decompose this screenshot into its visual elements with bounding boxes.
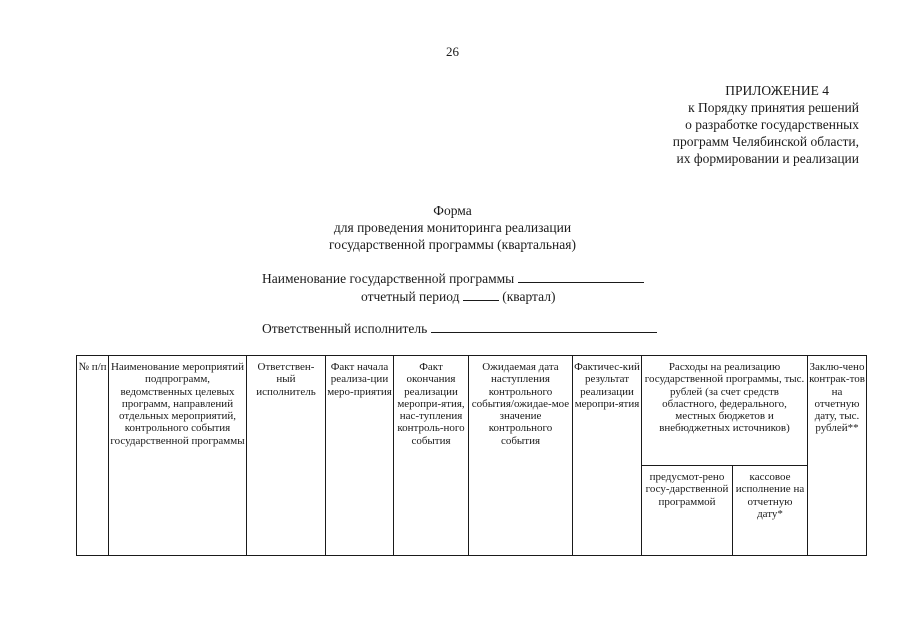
appendix-line: их формировании и реализации xyxy=(676,151,859,166)
col-start: Факт начала реализа-ции меро-приятия xyxy=(326,356,394,556)
col-contracts: Заклю-чено контрак-тов на отчетную дату, тыс. рублей** xyxy=(808,356,867,556)
form-title: Форма xyxy=(433,203,472,218)
period-blank xyxy=(463,288,499,301)
monitoring-table xyxy=(76,355,867,556)
page-number: 26 xyxy=(446,44,459,59)
period-suffix: (квартал) xyxy=(502,289,556,304)
appendix-line: программ Челябинской области, xyxy=(672,134,859,149)
col-planned: предусмот-рено госу-дарственной программой xyxy=(642,466,733,556)
responsible-field xyxy=(262,320,657,337)
appendix-title: ПРИЛОЖЕНИЕ 4 xyxy=(725,83,829,98)
col-number: № п/п xyxy=(77,356,109,556)
program-name-field xyxy=(262,270,644,287)
col-expenses: Расходы на реализацию государственной программы, тыс. рублей (за счет средств областного, федерального, местных бюджетов и внебюджетных источников) xyxy=(642,356,808,466)
col-name: Наименование мероприятий подпрограмм, ведомственных целевых программ, направлений отдельных мероприятий, контрольного события государственной программы xyxy=(109,356,247,556)
form-title-block xyxy=(0,202,905,253)
responsible-label: Ответственный исполнитель xyxy=(262,321,428,336)
program-name-label: Наименование государственной программы xyxy=(262,271,515,286)
form-subtitle: государственной программы (квартальная) xyxy=(329,237,576,252)
col-cash: кассовое исполнение на отчетную дату* xyxy=(733,466,808,556)
col-end: Факт окончания реализации меропри-ятия, нас-тупления контроль-ного события xyxy=(394,356,469,556)
period-label: отчетный период xyxy=(361,289,460,304)
col-responsible: Ответствен-ный исполнитель xyxy=(247,356,326,556)
responsible-blank xyxy=(431,320,657,333)
col-expected: Ожидаемая дата наступления контрольного события/ожидае-мое значение контрольного события xyxy=(469,356,573,556)
appendix-line: о разработке государственных xyxy=(685,117,859,132)
program-name-blank xyxy=(518,270,644,283)
appendix-line: к Порядку принятия решений xyxy=(688,100,859,115)
form-subtitle: для проведения мониторинга реализации xyxy=(333,220,572,235)
appendix-header xyxy=(673,82,859,167)
period-field xyxy=(361,288,555,305)
col-result: Фактичес-кий результат реализации меропри-ятия xyxy=(573,356,642,556)
